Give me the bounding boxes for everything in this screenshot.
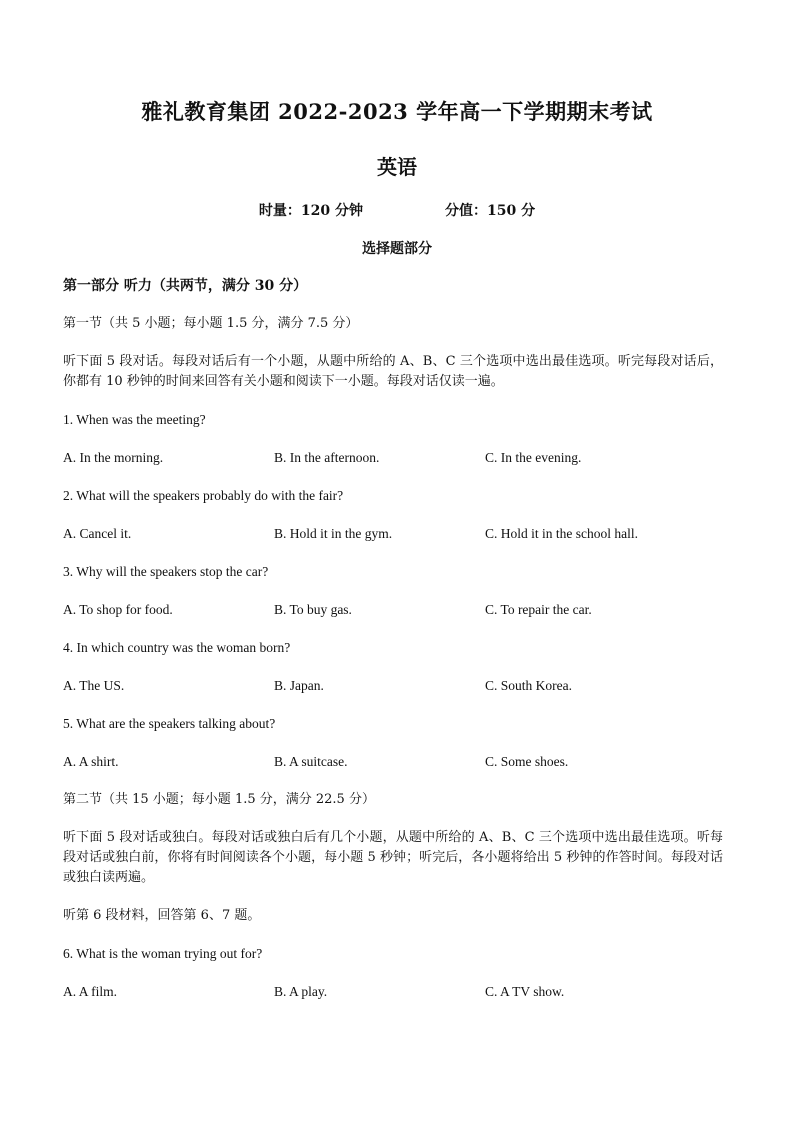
question-stem: 2. What will the speakers probably do with the fair?: [63, 488, 344, 503]
exam-content: [63, 276, 723, 1020]
section-one-instructions: 听下面 5 段对话。每段对话后有一个小题，从题中所给的 A、B、C 三个选项中选出最佳选项。听完每段对话后，你都有 10 秒钟的时间来回答有关小题和阅读下一小题。每段对话仅读一遍。: [63, 354, 723, 389]
question-stem: 5. What are the speakers talking about?: [63, 716, 276, 731]
option-c: C. A TV show.: [485, 984, 565, 999]
option-a: A. In the morning.: [63, 450, 164, 465]
question-options: [63, 600, 723, 638]
option-c: C. South Korea.: [485, 678, 572, 693]
question-options: [63, 982, 723, 1020]
exam-score: 分值：150 分: [445, 203, 536, 219]
option-c: C. In the evening.: [485, 450, 582, 465]
question-options: [63, 448, 723, 486]
option-b: B. A suitcase.: [274, 754, 348, 769]
question-options: [63, 524, 723, 562]
question-stem: 6. What is the woman trying out for?: [63, 946, 263, 961]
option-b: B. A play.: [274, 984, 328, 999]
option-a: A. A shirt.: [63, 754, 119, 769]
exam-time: 时量：120 分钟: [258, 203, 363, 219]
option-c: C. To repair the car.: [485, 602, 592, 617]
material-six-title: 听第 6 段材料，回答第 6、7 题。: [63, 908, 261, 923]
option-a: A. To shop for food.: [63, 602, 173, 617]
option-b: B. In the afternoon.: [274, 450, 380, 465]
option-a: A. A film.: [63, 984, 118, 999]
question-stem: 1. When was the meeting?: [63, 412, 206, 427]
option-b: B. Hold it in the gym.: [274, 526, 393, 541]
option-b: B. Japan.: [274, 678, 324, 693]
exam-meta: [0, 200, 794, 220]
option-b: B. To buy gas.: [274, 602, 352, 617]
question-options: [63, 752, 723, 790]
option-c: C. Hold it in the school hall.: [485, 526, 638, 541]
option-a: A. The US.: [63, 678, 125, 693]
exam-title: 雅礼教育集团 2022-2023 学年高一下学期期末考试: [141, 99, 653, 124]
section-label: 选择题部分: [362, 241, 432, 257]
section-two-instructions: 听下面 5 段对话或独白。每段对话或独白后有几个小题，从题中所给的 A、B、C 三个选项中选出最佳选项。听每段对话或独白前，你将有时间阅读各个小题，每小题 5 秒钟；听完后，各小题将给出 5 秒钟的作答时间。每段对话或独白读两遍。: [63, 830, 723, 885]
question-stem: 4. In which country was the woman born?: [63, 640, 291, 655]
exam-subject: 英语: [377, 155, 417, 179]
question-stem: 3. Why will the speakers stop the car?: [63, 564, 269, 579]
section-two-title: 第二节（共 15 小题；每小题 1.5 分，满分 22.5 分）: [63, 792, 375, 807]
question-options: [63, 676, 723, 714]
option-a: A. Cancel it.: [63, 526, 132, 541]
section-one-title: 第一节（共 5 小题；每小题 1.5 分，满分 7.5 分）: [63, 316, 359, 331]
part-one-heading: 第一部分 听力（共两节，满分 30 分）: [63, 278, 308, 294]
option-c: C. Some shoes.: [485, 754, 569, 769]
